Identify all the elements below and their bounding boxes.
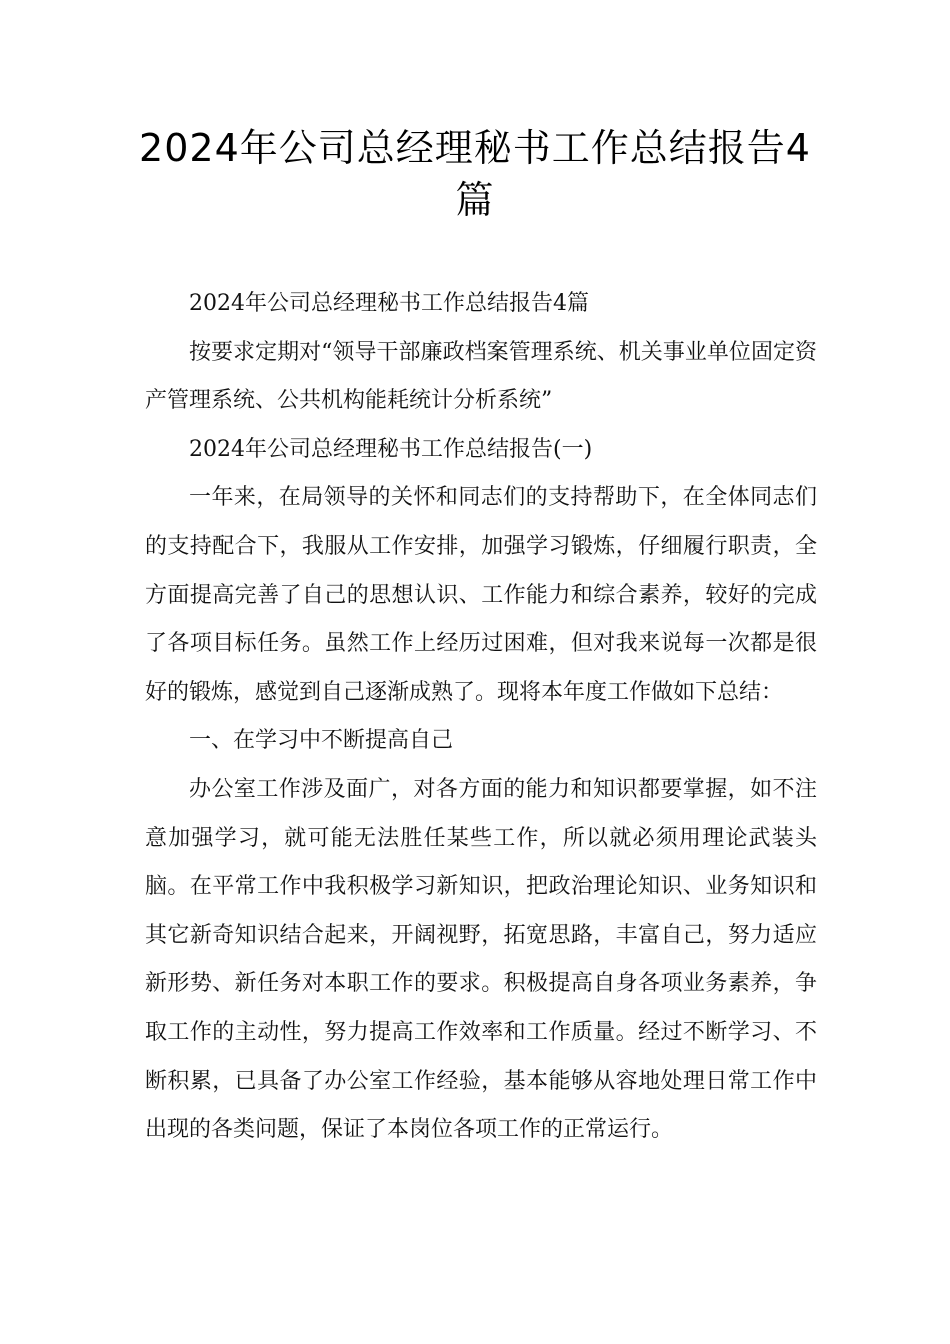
- paragraph-heading-study: 一、在学习中不断提高自己: [189, 728, 454, 754]
- paragraph-intro: 按要求定期对“领导干部廉政档案管理系统、机关事业单位固定资产管理系统、公共机构能耗统计分析系统”: [145, 339, 817, 414]
- document-body: [145, 280, 817, 1155]
- paragraph-subtitle: 2024年公司总经理秘书工作总结报告4篇: [189, 291, 589, 316]
- document-title: 2024年公司总经理秘书工作总结报告4篇: [139, 126, 811, 222]
- paragraph-section-heading-report-one: 2024年公司总经理秘书工作总结报告(一): [189, 436, 593, 462]
- paragraph-study-body: 办公室工作涉及面广，对各方面的能力和知识都要掌握，如不注意加强学习，就可能无法胜任某些工作，所以就必须用理论武装头脑。在平常工作中我积极学习新知识，把政治理论知识、业务知识和其它新奇知识结合起来，开阔视野，拓宽思路，丰富自己，努力适应新形势、新任务对本职工作的要求。积极提高自身各项业务素养，争取工作的主动性，努力提高工作效率和工作质量。经过不断学习、不断积累，已具备了办公室工作经验，基本能够从容地处理日常工作中出现的各类问题，保证了本岗位各项工作的正常运行。: [145, 776, 817, 1143]
- paragraph-overview: 一年来，在局领导的关怀和同志们的支持帮助下，在全体同志们的支持配合下，我服从工作安排，加强学习锻炼，仔细履行职责，全方面提高完善了自己的思想认识、工作能力和综合素养，较好的完成了各项目标任务。虽然工作上经历过困难，但对我来说每一次都是很好的锻炼，感觉到自己逐渐成熟了。现将本年度工作做如下总结：: [145, 485, 817, 705]
